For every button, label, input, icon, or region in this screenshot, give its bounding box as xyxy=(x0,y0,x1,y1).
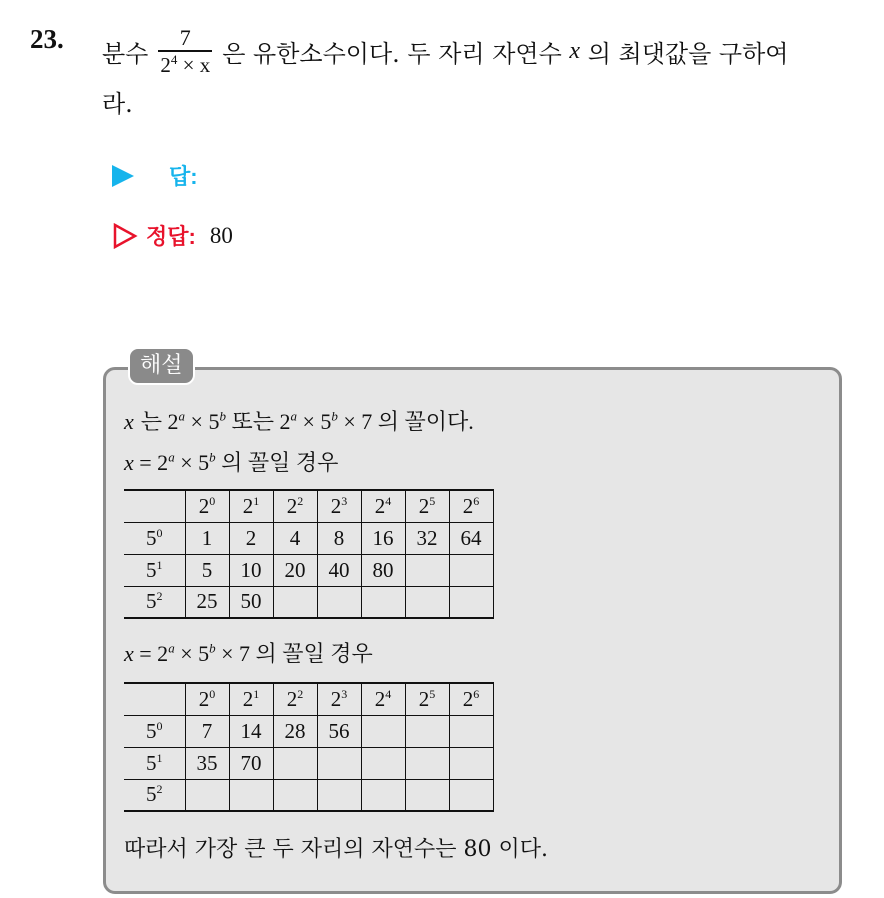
table-cell xyxy=(405,779,449,811)
table-cell: 10 xyxy=(229,554,273,586)
correct-answer-row xyxy=(112,220,233,251)
table-row xyxy=(124,522,493,554)
table-header-cell: $2^3$ xyxy=(317,683,361,715)
fraction-numerator: 7 xyxy=(179,25,191,50)
table-cell xyxy=(229,779,273,811)
table-cell xyxy=(317,586,361,618)
table-row xyxy=(124,715,493,747)
table-cell: 80 xyxy=(361,554,405,586)
table-header-cell: $2^0$ xyxy=(185,490,229,522)
table-cell: 40 xyxy=(317,554,361,586)
table-cell xyxy=(273,779,317,811)
table-row-header: $5^2$ xyxy=(124,779,185,811)
table-row-header: $5^1$ xyxy=(124,554,185,586)
table-cell xyxy=(449,779,493,811)
table-cell xyxy=(361,747,405,779)
table-row-header: $5^2$ xyxy=(124,586,185,618)
solution-line-3: $x = 2^a \times 5^b \times 7$ 의 꼴일 경우 xyxy=(124,640,373,666)
solution-tag: 해설 xyxy=(128,347,195,385)
table-row xyxy=(124,586,493,618)
table-header-cell: $2^1$ xyxy=(229,490,273,522)
table-cell: 25 xyxy=(185,586,229,618)
table-cell: 35 xyxy=(185,747,229,779)
table-row-header: $5^0$ xyxy=(124,522,185,554)
table-header-cell: $2^3$ xyxy=(317,490,361,522)
table-cell xyxy=(273,747,317,779)
table-cell xyxy=(317,779,361,811)
table-cell xyxy=(405,715,449,747)
table-header-row xyxy=(124,683,493,715)
table-header-cell: $2^6$ xyxy=(449,683,493,715)
table-cell: 1 xyxy=(185,522,229,554)
powers-table-1 xyxy=(124,489,494,619)
answer-row xyxy=(112,160,198,191)
table-row-header: $5^1$ xyxy=(124,747,185,779)
solution-line-1: x 는 $2^a \times 5^b$ 또는 $2^a \times 5^b \times 7$ 의 꼴이다. xyxy=(124,408,474,434)
table-cell xyxy=(405,554,449,586)
table-cell xyxy=(405,586,449,618)
fraction xyxy=(158,26,212,78)
table-cell xyxy=(449,715,493,747)
table-cell: 14 xyxy=(229,715,273,747)
table-header-row xyxy=(124,490,493,522)
correct-answer-label: 정답: xyxy=(146,224,196,249)
table-row xyxy=(124,747,493,779)
table-row-header: $5^0$ xyxy=(124,715,185,747)
fraction-denominator: $2^4 \times x$ xyxy=(160,51,211,77)
play-triangle-icon xyxy=(112,165,134,187)
table-header-cell: $2^1$ xyxy=(229,683,273,715)
table-row xyxy=(124,554,493,586)
solution-conclusion: 따라서 가장 큰 두 자리의 자연수는 80 이다. xyxy=(124,837,548,862)
table-cell xyxy=(361,715,405,747)
table-cell: 70 xyxy=(229,747,273,779)
table-header-cell: $2^5$ xyxy=(405,683,449,715)
table-cell: 8 xyxy=(317,522,361,554)
question-text-before: 분수 xyxy=(102,40,149,69)
table-header-cell: $2^2$ xyxy=(273,683,317,715)
table-cell: 28 xyxy=(273,715,317,747)
table-cell xyxy=(361,779,405,811)
table-cell: 56 xyxy=(317,715,361,747)
table-cell: 20 xyxy=(273,554,317,586)
table-cell xyxy=(449,747,493,779)
outline-triangle-icon xyxy=(112,223,138,249)
table-cell: 16 xyxy=(361,522,405,554)
table-cell: 32 xyxy=(405,522,449,554)
solution-line-2: $x = 2^a \times 5^b$ 의 꼴일 경우 xyxy=(124,449,339,475)
table-cell: 5 xyxy=(185,554,229,586)
table-row xyxy=(124,779,493,811)
table-cell xyxy=(185,779,229,811)
table-cell xyxy=(361,586,405,618)
powers-table-2 xyxy=(124,682,494,812)
table-cell: 50 xyxy=(229,586,273,618)
table-corner-cell xyxy=(124,683,185,715)
table-cell: 2 xyxy=(229,522,273,554)
table-cell: 4 xyxy=(273,522,317,554)
table-corner-cell xyxy=(124,490,185,522)
table-cell: 7 xyxy=(185,715,229,747)
question-text-after: 은 유한소수이다. 두 자리 자연수 xyxy=(222,40,562,69)
question-variable: x xyxy=(569,38,581,65)
question-text-end: 의 최댓값을 구하여 xyxy=(587,40,789,69)
table-cell: 64 xyxy=(449,522,493,554)
table-header-cell: $2^2$ xyxy=(273,490,317,522)
table-header-cell: $2^6$ xyxy=(449,490,493,522)
question-line-1 xyxy=(102,26,788,78)
correct-answer-value: 80 xyxy=(209,222,233,248)
question-line-2: 라. xyxy=(102,90,133,118)
table-cell xyxy=(405,747,449,779)
table-header-cell: $2^4$ xyxy=(361,490,405,522)
table-cell xyxy=(317,747,361,779)
table-cell xyxy=(449,554,493,586)
answer-label: 답: xyxy=(169,164,198,189)
table-cell xyxy=(449,586,493,618)
question-number: 23. xyxy=(30,24,64,54)
table-header-cell: $2^4$ xyxy=(361,683,405,715)
table-header-cell: $2^5$ xyxy=(405,490,449,522)
table-header-cell: $2^0$ xyxy=(185,683,229,715)
table-cell xyxy=(273,586,317,618)
